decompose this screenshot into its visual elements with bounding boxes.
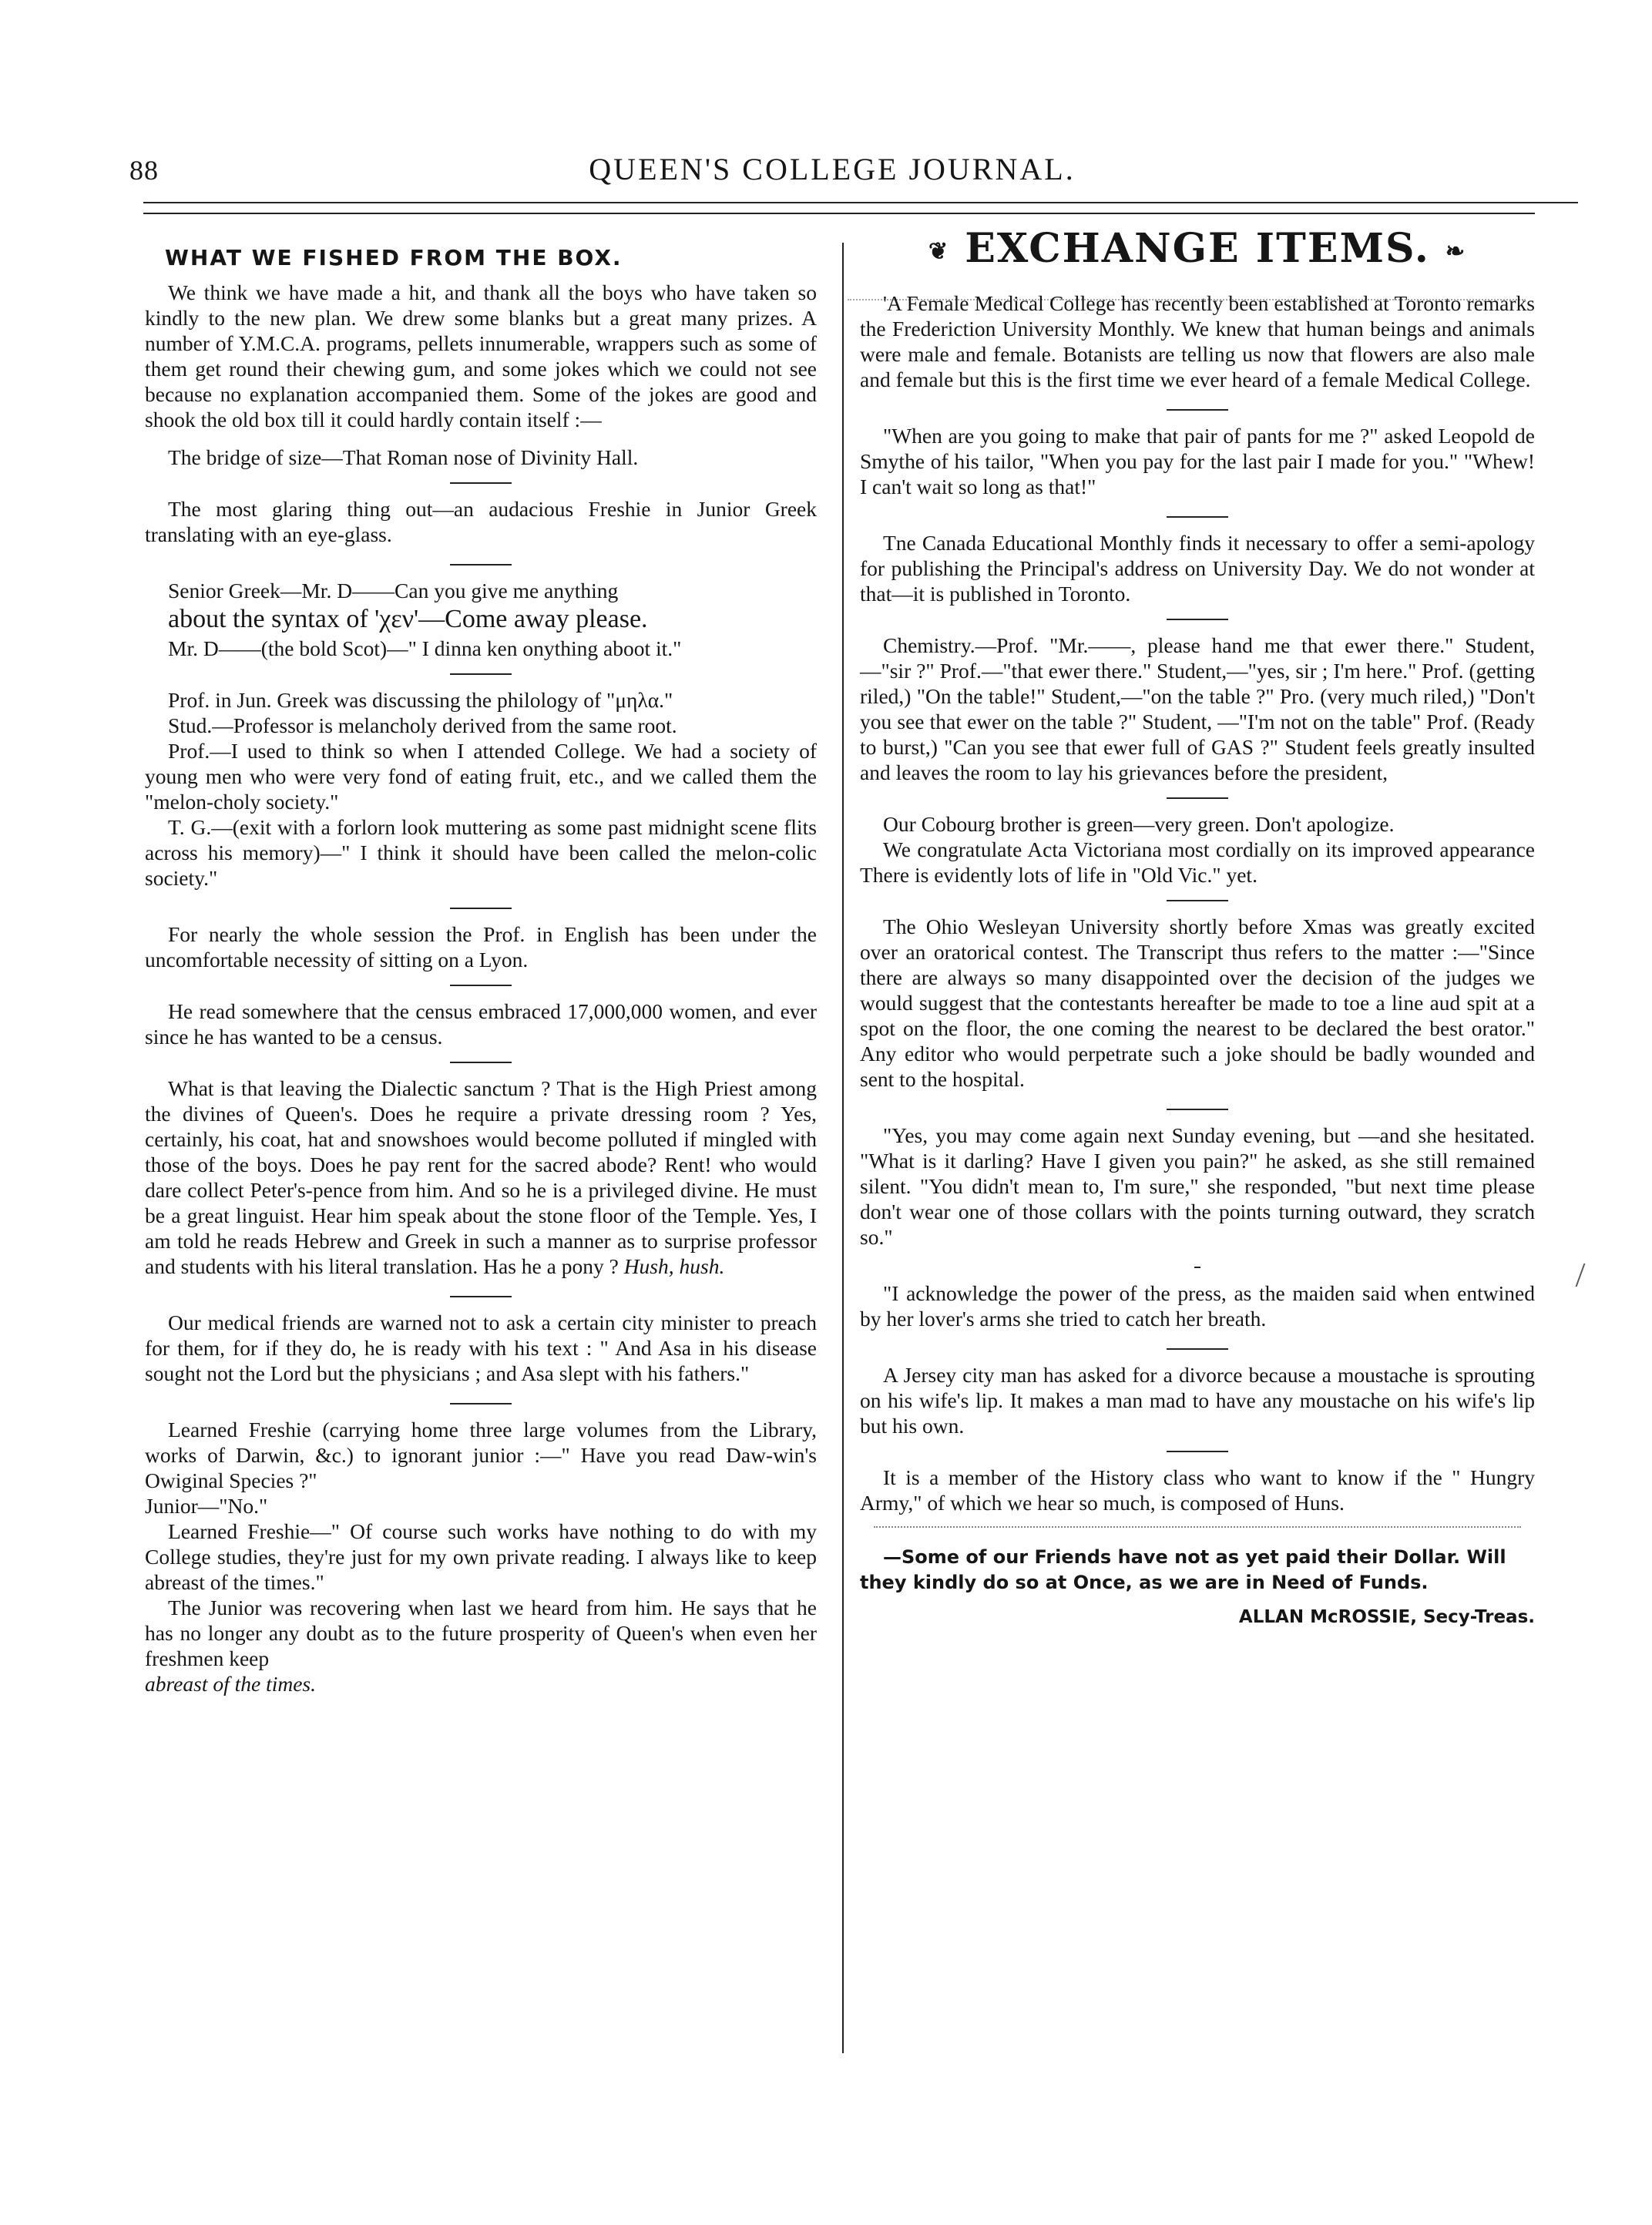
- article-paragraph: Mr. D——(the bold Scot)—" I dinna ken onything aboot it.": [168, 636, 682, 660]
- separator-rule: [450, 985, 512, 986]
- column-divider: [842, 243, 844, 2053]
- article-paragraph: 'A Female Medical College has recently been established at Toronto remarks the Frederiction University Monthly. We knew that human beings and animals were male and female. Botanists are telling us now that flowers are also male and female but this is the first time we ever heard of a female Medical College.: [860, 291, 1535, 391]
- funds-notice-text: —Some of our Friends have not as yet paid their Dollar. Will they kindly do so at Once, as we are in Need of Funds.: [860, 1546, 1506, 1593]
- section-title-fished: WHAT WE FISHED FROM THE BOX.: [165, 245, 623, 270]
- separator-rule: [1167, 1348, 1228, 1350]
- separator-rule: [1167, 797, 1228, 799]
- article-paragraph: Learned Freshie (carrying home three large volumes from the Library, works of Darwin, &c.) to ignorant junior :—" Have you read Daw-win's Owiginal Species ?": [145, 1418, 817, 1492]
- separator-rule: [1167, 900, 1228, 901]
- article-paragraph: "Yes, you may come again next Sunday evening, but —and she hesitated. "What is it darling? Have I given you pain?" he asked, as she still remained silent. "You didn't mean to, I'm sure," she responded, "but next time please don't wear one of those collars with the points turning outward, they scratch so.": [860, 1123, 1535, 1249]
- ornament-icon: ❧: [1445, 238, 1467, 265]
- article-paragraph: Stud.—Professor is melancholy derived from the same root.: [168, 713, 677, 737]
- separator-rule: [1167, 409, 1228, 411]
- article-paragraph: The most glaring thing out—an audacious Freshie in Junior Greek translating with an eye-glass.: [145, 497, 817, 546]
- article-paragraph: [145, 1076, 817, 1279]
- article-text: What is that leaving the Dialectic sanctum ? That is the High Priest among the divines of Queen's. Does he require a private dressing room ? Yes, certainly, his coat, hat and snowshoes would become polluted if mingled with those of the boys. Does he pay rent for the sacred abode? Rent! who would dare collect Peter's-pence from him. And so he is a privileged divine. He must be a great linguist. Hear him speak about the stone floor of the Temple. Yes, I am told he reads Hebrew and Greek in such a manner as to surprise professor and students with his literal translation. Has he a pony ?: [145, 1076, 817, 1278]
- article-paragraph: The Ohio Wesleyan University shortly before Xmas was greatly excited over an oratorical contest. The Transcript thus refers to the matter :—"Since there are always so many disappointed over the decision of the judges we would suggest that the contestants hereafter be made to toe a line aud spit at a spot on the floor, the one coming the nearest to be declared the best orator." Any editor who would perpetrate such a joke should be badly wounded and sent to the hospital.: [860, 914, 1535, 1091]
- journal-title: QUEEN'S COLLEGE JOURNAL.: [589, 152, 1076, 186]
- article-paragraph: Our medical friends are warned not to ask a certain city minister to preach for them, for if they do, he is ready with his text : " And Asa in his disease sought not the Lord but the physicians ; and Asa slept with his fathers.": [145, 1311, 817, 1385]
- article-paragraph: Junior—"No.": [145, 1494, 268, 1518]
- article-paragraph: A Jersey city man has asked for a divorce because a moustache is sprouting on his wife's lip. It makes a man mad to have any moustache on his wife's lip but his own.: [860, 1363, 1535, 1438]
- article-paragraph: Chemistry.—Prof. "Mr.——, please hand me that ewer there." Student,—"sir ?" Prof.—"that ewer there." Student,—"yes, sir ; I'm here." Prof. (getting riled,) "On the table!" Student,—"on the table ?" Pro. (very much riled,) "Don't you see that ewer on the table ?" Student, —"I'm not on the table" Prof. (Ready to burst,) "Can you see that ewer full of GAS ?" Student feels greatly insulted and leaves the room to lay his grievances before the president,: [860, 633, 1535, 784]
- separator-rule: [1167, 619, 1228, 620]
- article-paragraph: Senior Greek—Mr. D——Can you give me anything: [168, 579, 619, 602]
- article-paragraph-italic: [145, 1671, 817, 1696]
- article-paragraph: He read somewhere that the census embraced 17,000,000 women, and ever since he has wanted to be a census.: [145, 999, 817, 1049]
- article-paragraph: Prof.—I used to think so when I attended College. We had a society of young men who were very fond of eating fruit, etc., and we called them the "melon-choly society.": [145, 739, 817, 814]
- header-rule: [143, 202, 1535, 214]
- article-paragraph: Our Cobourg brother is green—very green. Don't apologize.: [883, 812, 1395, 836]
- article-paragraph: The bridge of size—That Roman nose of Divinity Hall.: [168, 445, 639, 469]
- article-paragraph: The Junior was recovering when last we heard from him. He says that he has no longer any doubt as to the future prosperity of Queen's when even her freshmen keep: [145, 1596, 817, 1670]
- article-paragraph: We think we have made a hit, and thank all the boys who have taken so kindly to the new plan. We drew some blanks but a great many prizes. A number of Y.M.C.A. programs, pellets innumerable, wrappers such as some of them get round their chewing gum, and some jokes which we could not see because no explanation accompanied them. Some of the jokes are good and shook the old box till it could hardly contain itself :—: [145, 280, 817, 431]
- header-rule-extension: [1533, 202, 1578, 203]
- article-paragraph: T. G.—(exit with a forlorn look muttering as some past midnight scene flits across his memory)—" I think it should have been called the melon-colic society.": [145, 815, 817, 890]
- separator-rule: [450, 1296, 512, 1297]
- separator-rule: [450, 482, 512, 484]
- dotted-rule: [874, 1526, 1521, 1528]
- article-paragraph: We congratulate Acta Victoriana most cordially on its improved appearance There is evidently lots of life in "Old Vic." yet.: [860, 837, 1535, 887]
- separator-rule: [1194, 1267, 1200, 1268]
- article-text-italic: Hush, hush.: [623, 1254, 725, 1278]
- separator-rule: [450, 908, 512, 909]
- signature: ALLAN McROSSIE, Secy-Treas.: [1238, 1607, 1535, 1627]
- article-paragraph: "When are you going to make that pair of pants for me ?" asked Leopold de Smythe of his tailor, "When you pay for the last pair I made for you." "Whew! I can't wait so long as that!": [860, 424, 1535, 498]
- separator-rule: [450, 564, 512, 565]
- page-number: 88: [129, 155, 159, 186]
- section-title-exchange: [860, 225, 1535, 272]
- separator-rule: [450, 1062, 512, 1063]
- separator-rule: [450, 673, 512, 675]
- article-paragraph: For nearly the whole session the Prof. in English has been under the uncomfortable necessity of sitting on a Lyon.: [145, 922, 817, 972]
- margin-mark: [1576, 1264, 1593, 1287]
- separator-rule: [1167, 516, 1228, 518]
- left-column: [145, 240, 817, 1696]
- right-column: [860, 225, 1535, 1630]
- separator-rule: [1167, 1109, 1228, 1110]
- article-paragraph: Prof. in Jun. Greek was discussing the philology of "μηλα.": [168, 688, 673, 712]
- article-paragraph: "I acknowledge the power of the press, as the maiden said when entwined by her lover's arms she tried to catch her breath.: [860, 1281, 1535, 1331]
- article-paragraph-large: about the syntax of 'χεν'—Come away please.: [168, 605, 648, 633]
- separator-rule: [450, 1403, 512, 1404]
- funds-notice: [860, 1545, 1535, 1596]
- article-paragraph: Tne Canada Educational Monthly finds it necessary to offer a semi-apology for publishing the Principal's address on University Day. We do not wonder at that—it is published in Toronto.: [860, 531, 1535, 606]
- ornament-icon: ❦: [928, 238, 950, 265]
- article-paragraph: It is a member of the History class who want to know if the " Hungry Army," of which we hear so much, is composed of Huns.: [860, 1465, 1535, 1515]
- article-text-italic: abreast of the times.: [145, 1672, 317, 1696]
- separator-rule: [1167, 1451, 1228, 1452]
- exchange-title-text: EXCHANGE ITEMS.: [965, 225, 1430, 272]
- article-paragraph: Learned Freshie—" Of course such works have nothing to do with my College studies, they're just for my own private reading. I always like to keep abreast of the times.": [145, 1519, 817, 1594]
